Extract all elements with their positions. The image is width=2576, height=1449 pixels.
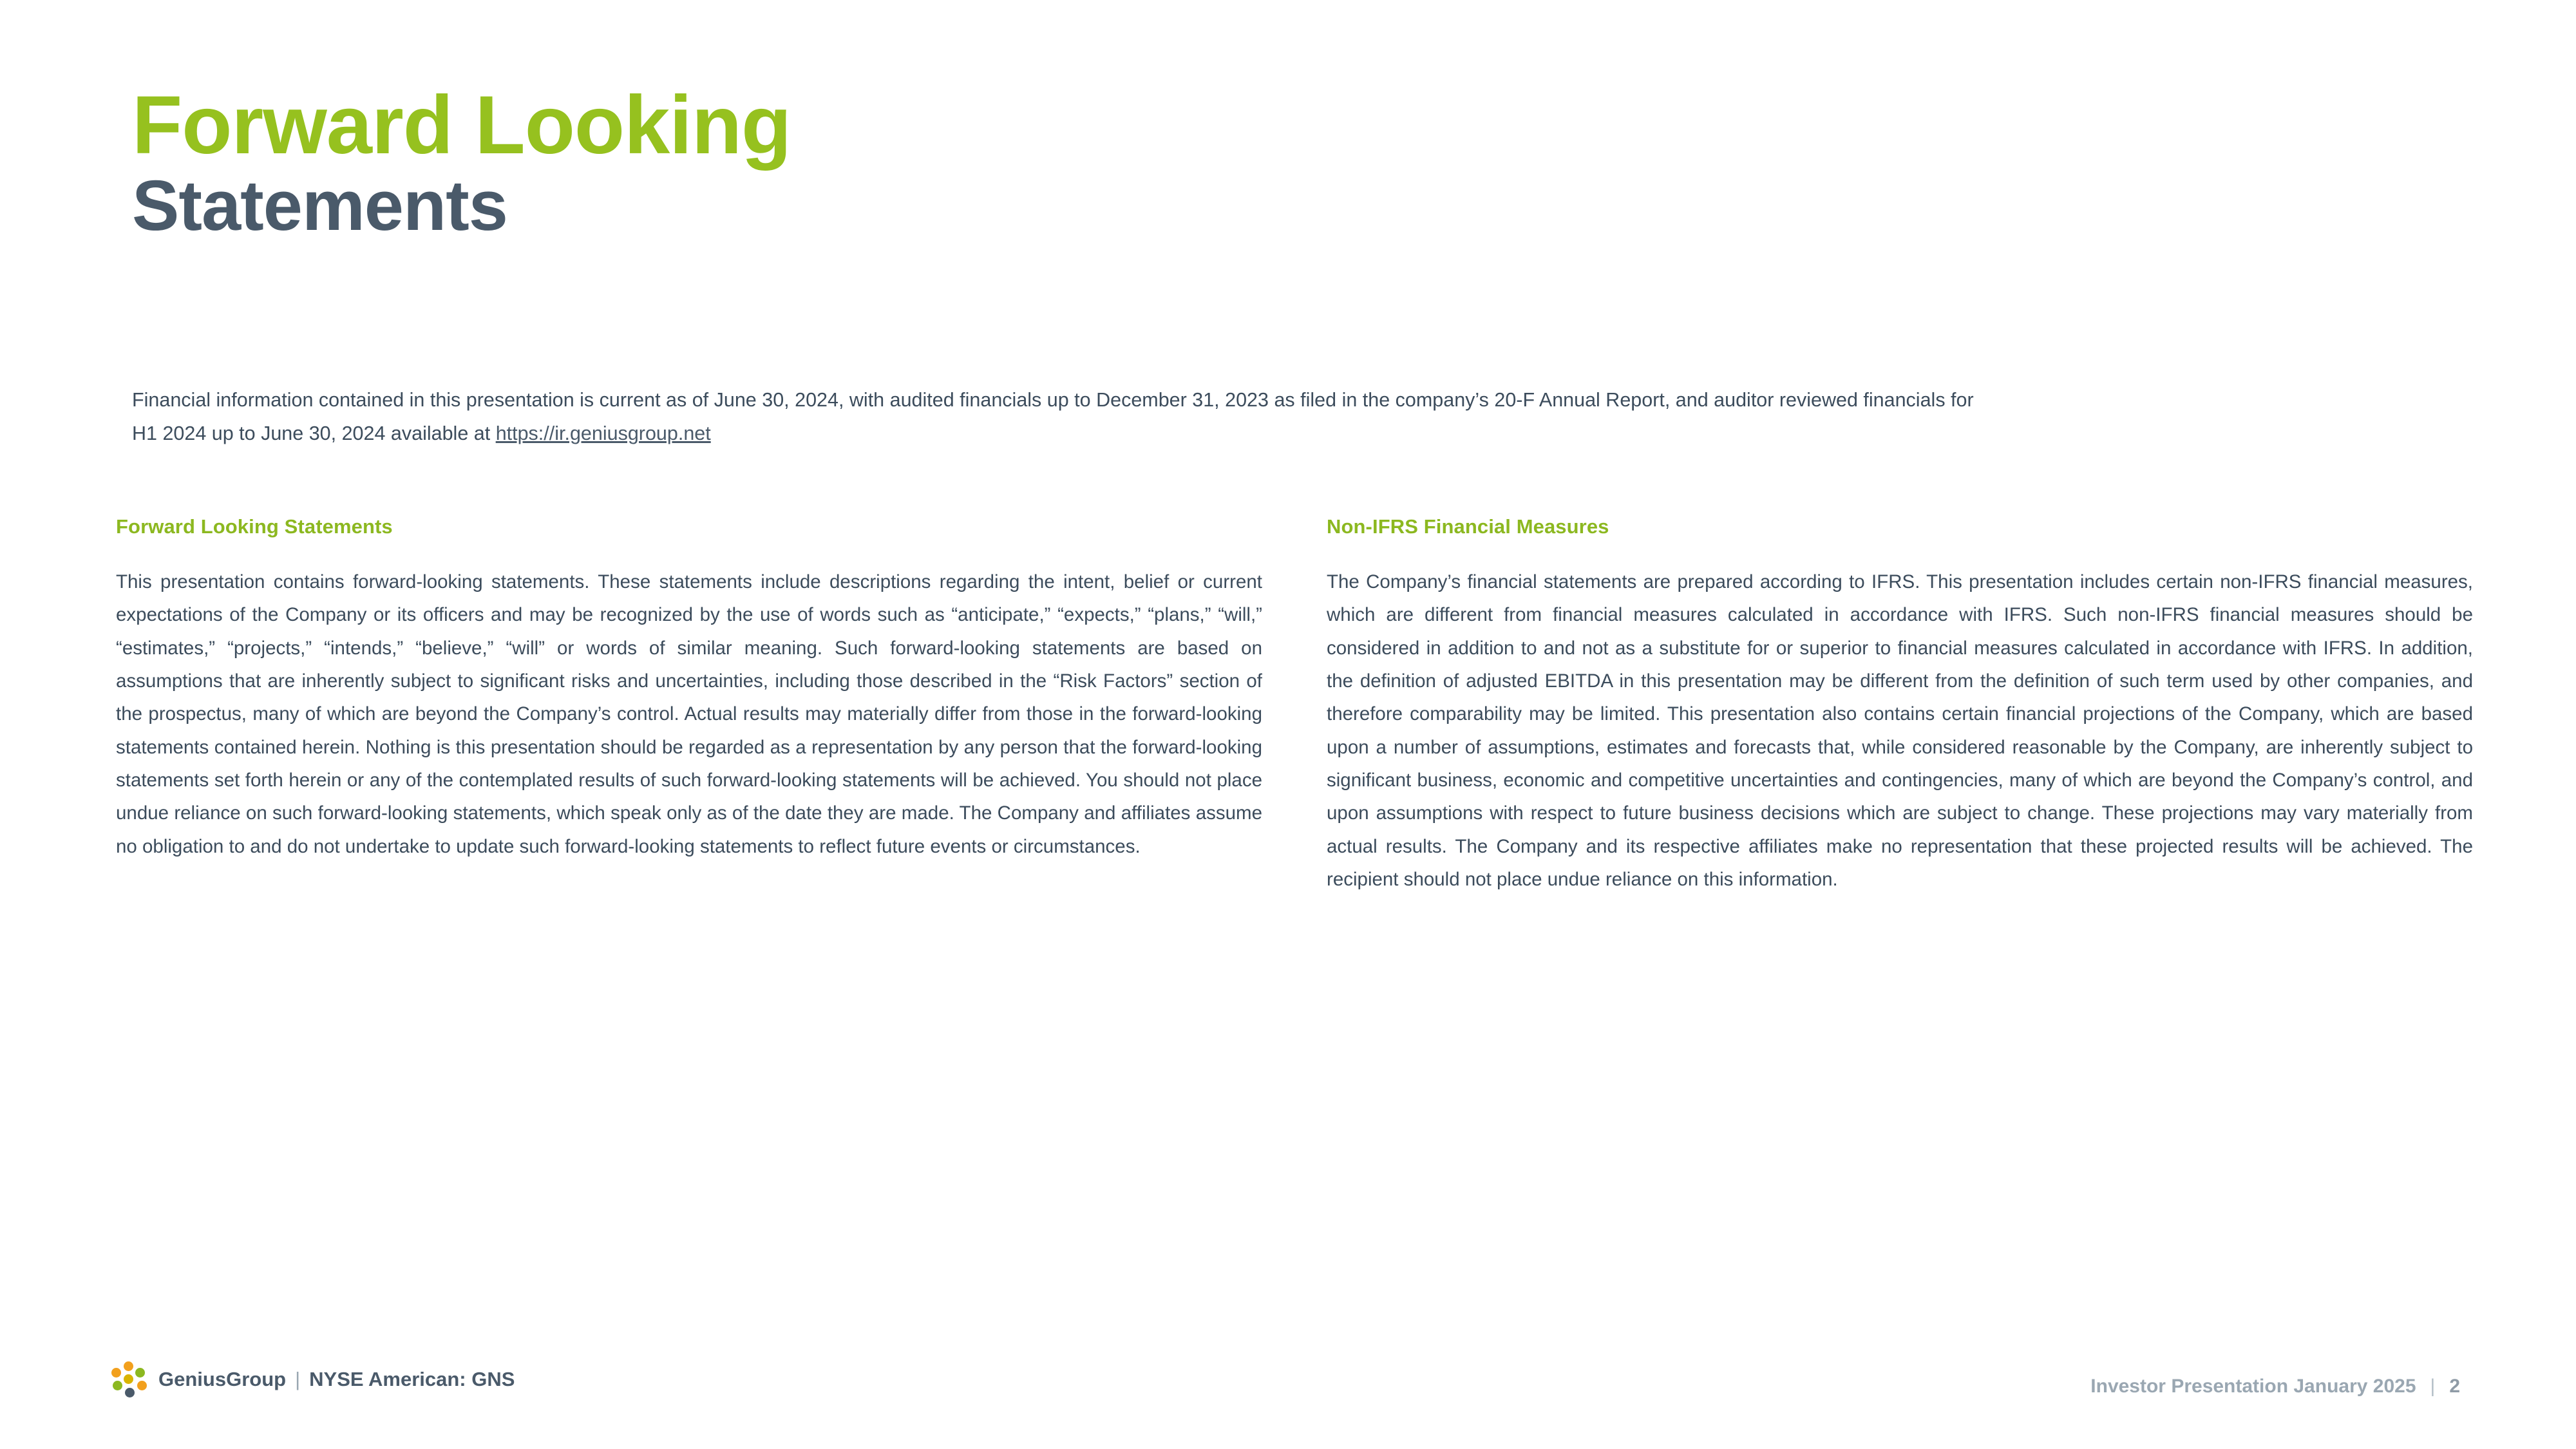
page-number: 2 bbox=[2449, 1376, 2460, 1397]
column-body: This presentation contains forward-looking statements. These statements include descriptions regarding the intent, belief or current expectations of the Company or its officers and may be recognized by the use of words such as “anticipate,” “expects,” “plans,” “will,” “estimates,” “projects,” “intends,” “believe,” “will” or words of similar meaning. Such forward-looking statements are based on assumptions that are inherently subject to significant risks and uncertainties, including those described in the “Risk Factors” section of the prospectus, many of which are beyond the Company’s control. Actual results may materially differ from those in the forward-looking statements contained herein. Nothing is this presentation should be regarded as a representation by any person that the forward-looking statements set forth herein or any of the contemplated results of such forward-looking statements will be achieved. You should not place undue reliance on such forward-looking statements, which speak only as of the date they are made. The Company and affiliates assume no obligation to and do not undertake to update such forward-looking statements to reflect future events or circumstances. bbox=[116, 571, 1262, 857]
column-body: The Company’s financial statements are prepared according to IFRS. This presentation includes certain non-IFRS financial measures, which are different from financial measures calculated in accordance with IFRS. Such non-IFRS financial measures should be considered in addition to and not as a substitute for or superior to financial measures calculated in accordance with IFRS. In addition, the definition of adjusted EBITDA in this presentation may be different from the definition of such term used by other companies, and therefore comparability may be limited. This presentation also contains certain financial projections of the Company, which are based upon a number of assumptions, estimates and forecasts that, while considered reasonable by the Company, are inherently subject to significant business, economic and competitive uncertainties and contingencies, many of which are beyond the Company’s control, and upon assumptions with respect to future business decisions which are subject to change. These projections may vary materially from actual results. The Company and its respective affiliates make no representation that these projected results will be achieved. The recipient should not place undue reliance on this information. bbox=[1327, 571, 2473, 890]
investor-relations-link[interactable]: https://ir.geniusgroup.net bbox=[495, 422, 711, 445]
footer-meta bbox=[2090, 1376, 2460, 1397]
column-non-ifrs-financial-measures bbox=[1327, 515, 2473, 915]
genius-group-logo-icon bbox=[111, 1361, 147, 1397]
deck-label: Investor Presentation January 2025 bbox=[2090, 1376, 2416, 1397]
intro-paragraph bbox=[132, 383, 2000, 451]
page-title-line-2: Statements bbox=[132, 166, 507, 245]
footer-brand bbox=[111, 1361, 515, 1397]
page-title bbox=[132, 79, 1227, 245]
disclaimer-columns bbox=[116, 515, 2473, 915]
column-forward-looking-statements bbox=[116, 515, 1262, 915]
brand-name: GeniusGroup bbox=[158, 1368, 287, 1390]
footer-ticker: NYSE American: GNS bbox=[309, 1368, 515, 1390]
footer-divider-2: | bbox=[2430, 1376, 2436, 1397]
page-title-line-1: Forward Looking bbox=[132, 79, 791, 171]
footer-divider: | bbox=[295, 1368, 301, 1390]
intro-text: Financial information contained in this presentation is current as of June 30, 2024, with audited financials up to December 31, 2023 as filed in the company’s 20-F Annual Report, and auditor reviewed financials for H1 2024 up to June 30, 2024 available at bbox=[132, 389, 1974, 445]
column-heading: Non-IFRS Financial Measures bbox=[1327, 515, 1609, 538]
column-heading: Forward Looking Statements bbox=[116, 515, 393, 538]
